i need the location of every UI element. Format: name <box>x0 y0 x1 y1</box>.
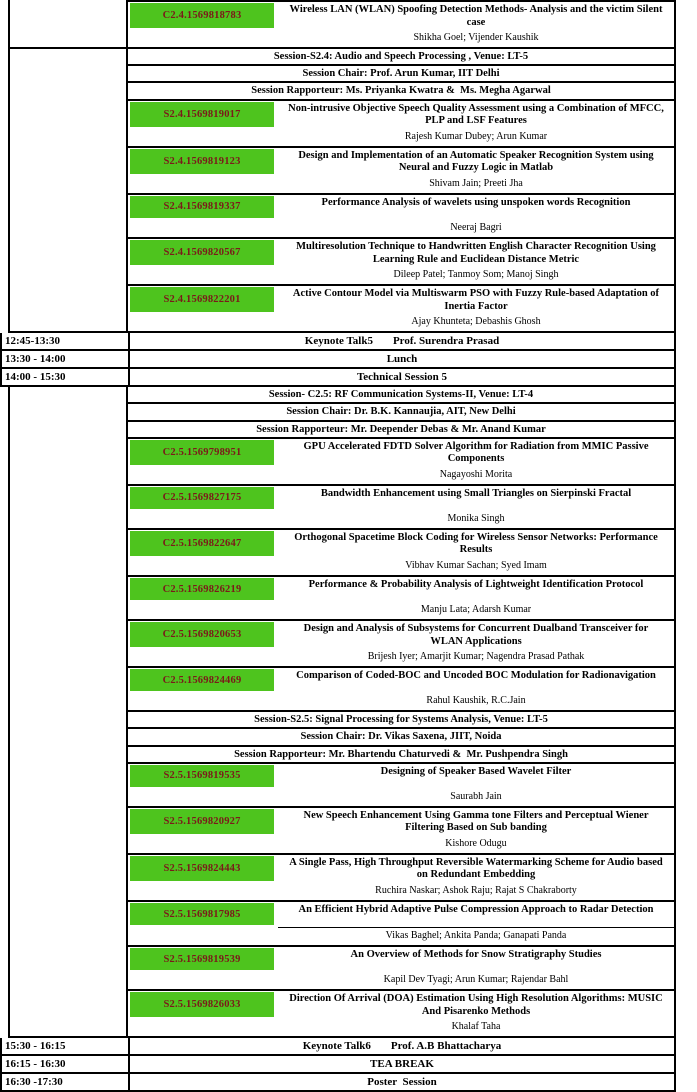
paper-title: Wireless LAN (WLAN) Spoofing Detection Methods- Analysis and the victim Silent case <box>289 4 663 28</box>
event-content-cell <box>130 369 674 385</box>
paper-row <box>128 2 674 47</box>
paper-row <box>128 806 674 853</box>
paper-authors: Vikas Baghel; Ankita Panda; Ganapati Panda <box>278 927 674 945</box>
paper-title: An Efficient Hybrid Adaptive Pulse Compression Approach to Radar Detection <box>298 904 654 915</box>
paper-id-badge: S2.4.1569819123 <box>130 149 274 174</box>
paper-authors: Manju Lata; Adarsh Kumar <box>420 604 532 616</box>
paper-id-badge: C2.5.1569820653 <box>130 622 274 647</box>
session-title-row: Session-S2.5: Signal Processing for Systems Analysis, Venue: LT-5 <box>128 710 674 727</box>
paper-authors: Shivam Jain; Preeti Jha <box>429 177 523 189</box>
paper-id-badge: C2.5.1569826219 <box>130 578 274 600</box>
paper-title: A Single Pass, High Throughput Reversible Watermarking Scheme for Audio based on Redundant Embedding <box>289 856 663 881</box>
paper-title: GPU Accelerated FDTD Solver Algorithm for Radiation from MMIC Passive Components <box>303 440 649 465</box>
keynote-speaker: Prof. A.B Bhattacharya <box>390 1040 502 1053</box>
schedule-block <box>8 387 676 1038</box>
paper-id-cell <box>128 577 278 602</box>
paper-id-badge: S2.4.1569819017 <box>130 102 274 127</box>
paper-row-top <box>128 195 674 220</box>
paper-id-cell <box>128 947 278 972</box>
paper-id-badge: S2.4.1569822201 <box>130 287 274 312</box>
paper-row <box>128 437 674 484</box>
paper-row-top <box>128 530 674 558</box>
paper-authors: Kapil Dev Tyagi; Arun Kumar; Rajendar Bahl <box>383 974 569 985</box>
paper-row <box>128 900 674 945</box>
event-content-cell <box>130 1038 674 1054</box>
time-slot-cell <box>8 49 128 331</box>
paper-authors: Ruchira Naskar; Ashok Raju; Rajat S Chakraborty <box>375 885 577 896</box>
session-chair-row: Session Chair: Prof. Arun Kumar, IIT Delhi <box>128 64 674 81</box>
paper-id-cell <box>128 621 278 649</box>
paper-row <box>128 853 674 900</box>
paper-authors: Khalaf Taha <box>451 1021 501 1033</box>
time-slot-cell: 13:30 - 14:00 <box>2 351 130 367</box>
paper-row-top <box>128 855 674 883</box>
time-slot-cell: 16:30 -17:30 <box>2 1074 130 1090</box>
event-content-cell <box>130 1056 674 1072</box>
paper-id-cell <box>128 239 278 267</box>
paper-title: Orthogonal Spacetime Block Coding for Wireless Sensor Networks: Performance Results <box>294 531 658 556</box>
paper-id-cell <box>128 101 278 129</box>
session-rapporteur-row: Session Rapporteur: Ms. Priyanka Kwatra & Ms. Megha Agarwal <box>128 81 674 98</box>
event-label: TEA BREAK <box>370 1058 434 1071</box>
event-row <box>0 369 676 387</box>
paper-authors: Rajesh Kumar Dubey; Arun Kumar <box>404 130 548 142</box>
paper-row-top <box>128 101 674 129</box>
paper-id-badge: C2.5.1569827175 <box>130 487 274 509</box>
paper-row-top <box>128 486 674 511</box>
paper-id-badge: S2.5.1569819535 <box>130 765 274 787</box>
event-content-cell <box>130 351 674 367</box>
paper-id-cell <box>128 808 278 836</box>
session-chair-row: Session Chair: Dr. Vikas Saxena, JIIT, Noida <box>128 727 674 744</box>
paper-row-top <box>128 577 674 602</box>
paper-row <box>128 575 674 619</box>
event-row <box>0 1038 676 1056</box>
time-slot-cell <box>8 0 128 47</box>
paper-row <box>128 237 674 284</box>
event-label: Poster Session <box>367 1076 437 1089</box>
paper-row <box>128 762 674 806</box>
paper-id-badge: C2.5.1569798951 <box>130 440 274 465</box>
paper-authors: Kishore Odugu <box>445 837 507 849</box>
session-title-row: Session-S2.4: Audio and Speech Processing , Venue: LT-5 <box>273 51 529 63</box>
event-label: Technical Session 5 <box>356 371 448 384</box>
paper-row <box>128 484 674 528</box>
paper-row-top <box>128 2 674 30</box>
event-row <box>0 333 676 351</box>
paper-id-badge: S2.4.1569820567 <box>130 240 274 265</box>
session-title-row: Session- C2.5: RF Communication Systems-II, Venue: LT-4 <box>268 389 534 401</box>
event-content-cell <box>130 1074 674 1090</box>
paper-row <box>128 666 674 710</box>
paper-title: New Speech Enhancement Using Gamma tone Filters and Perceptual Wiener Filtering Based on Sub banding <box>303 809 649 834</box>
paper-row <box>128 945 674 989</box>
paper-id-cell <box>128 286 278 314</box>
paper-id-badge: S2.4.1569819337 <box>130 196 274 218</box>
paper-authors: Nagayoshi Morita <box>439 468 513 480</box>
time-slot-cell: 15:30 - 16:15 <box>2 1038 130 1054</box>
paper-row-top <box>128 764 674 789</box>
paper-row <box>128 99 674 146</box>
paper-id-cell <box>128 764 278 789</box>
event-row <box>0 1056 676 1074</box>
paper-title: Comparison of Coded-BOC and Uncoded BOC Modulation for Radionavigation <box>296 670 656 682</box>
paper-row-top <box>128 947 674 972</box>
paper-id-cell <box>128 902 278 927</box>
paper-title: Active Contour Model via Multiswarm PSO with Fuzzy Rule-based Adaptation of Inertia Factor <box>292 288 660 312</box>
event-label: Keynote Talk6 <box>302 1040 371 1053</box>
paper-authors: Dileep Patel; Tanmoy Som; Manoj Singh <box>393 269 559 281</box>
paper-title: Multiresolution Technique to Handwritten English Character Recognition Using Learning Rule and Euclidean Distance Metric <box>296 240 656 265</box>
paper-id-cell <box>128 148 278 176</box>
paper-id-cell <box>128 530 278 558</box>
paper-id-badge: C2.4.1569818783 <box>130 3 274 28</box>
paper-row-top <box>128 439 674 467</box>
paper-authors: Brijesh Iyer; Amarjit Kumar; Nagendra Prasad Pathak <box>367 651 585 663</box>
paper-id-cell <box>128 439 278 467</box>
paper-id-badge: S2.5.1569824443 <box>130 856 274 881</box>
paper-title: Performance & Probability Analysis of Lightweight Identification Protocol <box>308 579 644 591</box>
event-row <box>0 1074 676 1092</box>
paper-title: Bandwidth Enhancement using Small Triangles on Sierpinski Fractal <box>320 487 632 499</box>
paper-authors: Saurabh Jain <box>450 790 502 802</box>
event-label: Lunch <box>386 353 418 366</box>
paper-authors: Neeraj Bagri <box>450 221 502 233</box>
paper-authors: Shikha Goel; Vijender Kaushik <box>413 32 539 44</box>
paper-authors: Ajay Khunteta; Debashis Ghosh <box>411 316 541 328</box>
paper-row-top <box>128 991 674 1019</box>
paper-row-top <box>128 239 674 267</box>
time-slot-cell <box>8 387 128 1036</box>
paper-row <box>128 989 674 1036</box>
session-rapporteur-row: Session Rapporteur: Mr. Bhartendu Chaturvedi & Mr. Pushpendra Singh <box>128 745 674 762</box>
paper-id-cell <box>128 195 278 220</box>
paper-row <box>128 619 674 666</box>
paper-row-top <box>128 621 674 649</box>
event-content-cell <box>130 333 674 349</box>
paper-id-cell <box>128 855 278 883</box>
paper-authors: Vibhav Kumar Sachan; Syed Imam <box>405 560 547 572</box>
session-chair-row: Session Chair: Dr. B.K. Kannaujia, AIT, New Delhi <box>128 402 674 419</box>
paper-title: Direction Of Arrival (DOA) Estimation Using High Resolution Algorithms: MUSIC And Pisarenko Methods <box>289 993 663 1017</box>
paper-id-badge: S2.5.1569819539 <box>130 948 274 970</box>
paper-authors: Rahul Kaushik, R.C.Jain <box>426 695 526 707</box>
paper-title: Design and Implementation of an Automatic Speaker Recognition System using Neural and Fuzzy Logic in Matlab <box>298 149 654 174</box>
session-rapporteur-row: Session Rapporteur: Mr. Deepender Debas & Mr. Anand Kumar <box>128 420 674 437</box>
paper-id-cell <box>128 991 278 1019</box>
paper-row <box>128 146 674 193</box>
paper-row-top <box>128 808 674 836</box>
paper-id-badge: C2.5.1569822647 <box>130 531 274 556</box>
paper-id-badge: S2.5.1569820927 <box>130 809 274 834</box>
session-content <box>128 0 676 47</box>
paper-row <box>128 193 674 237</box>
paper-id-badge: C2.5.1569824469 <box>130 669 274 691</box>
schedule-block <box>8 49 676 333</box>
paper-row <box>128 284 674 331</box>
schedule-block <box>8 0 676 49</box>
keynote-speaker: Prof. Surendra Prasad <box>392 335 500 348</box>
paper-row-top <box>128 286 674 314</box>
paper-title: Designing of Speaker Based Wavelet Filter <box>380 765 572 777</box>
paper-authors: Monika Singh <box>447 512 505 524</box>
paper-id-badge: S2.5.1569826033 <box>130 992 274 1017</box>
paper-id-cell <box>128 2 278 30</box>
time-slot-cell: 14:00 - 15:30 <box>2 369 130 385</box>
time-slot-cell: 16:15 - 16:30 <box>2 1056 130 1072</box>
paper-id-badge: S2.5.1569817985 <box>130 903 274 925</box>
paper-row-top <box>128 902 674 927</box>
paper-title: An Overview of Methods for Snow Stratigraphy Studies <box>350 949 602 960</box>
session-content <box>128 387 676 1036</box>
event-row <box>0 351 676 369</box>
paper-id-cell <box>128 486 278 511</box>
paper-id-cell <box>128 668 278 693</box>
session-content <box>128 49 676 331</box>
time-slot-cell: 12:45-13:30 <box>2 333 130 349</box>
paper-title: Design and Analysis of Subsystems for Concurrent Dualband Transceiver for WLAN Applications <box>303 623 649 647</box>
paper-title: Performance Analysis of wavelets using unspoken words Recognition <box>321 196 631 208</box>
paper-row-top <box>128 668 674 693</box>
event-label: Keynote Talk5 <box>304 335 373 348</box>
paper-row <box>128 528 674 575</box>
paper-title: Non-intrusive Objective Speech Quality Assessment using a Combination of MFCC, PLP and LSF Features <box>288 102 664 127</box>
paper-row-top <box>128 148 674 176</box>
